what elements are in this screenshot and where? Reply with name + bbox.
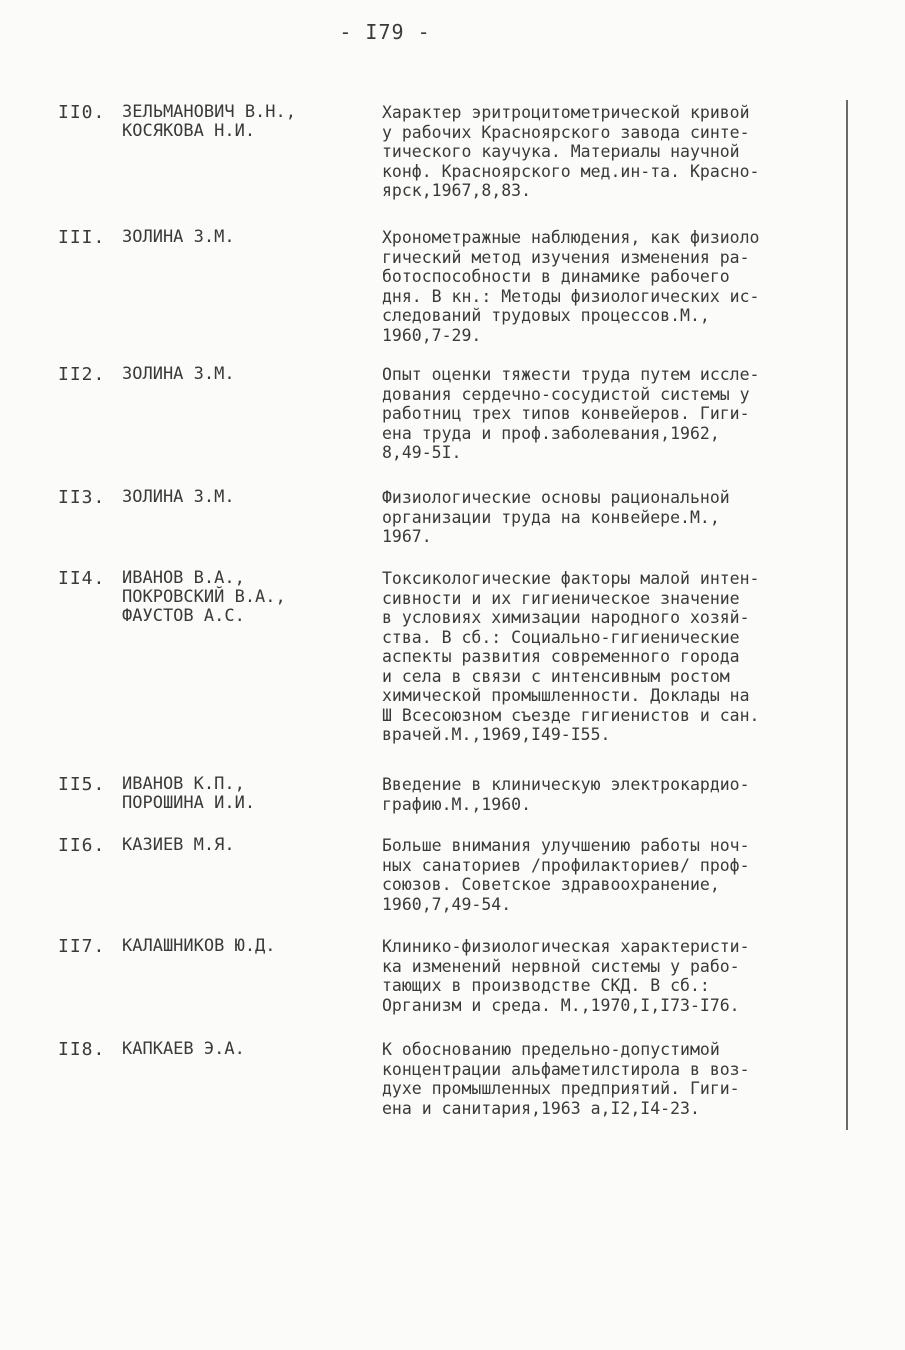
entry-number: II3. xyxy=(58,487,106,508)
author-line: КАПКАЕВ Э.А. xyxy=(122,1039,245,1059)
entry-authors xyxy=(122,1040,362,1059)
entry-citation xyxy=(382,488,852,547)
citation-line: врачей.М.,1969,I49-I55. xyxy=(382,725,611,744)
citation-line: Опыт оценки тяжести труда путем иссле- xyxy=(382,365,760,384)
author-line: ИВАНОВ В.А., xyxy=(122,568,245,588)
citation-line: Хронометражные наблюдения, как физиоло xyxy=(382,228,760,247)
entry-number: II2. xyxy=(58,364,106,385)
citation-line: организации труда на конвейере.М., xyxy=(382,507,720,527)
entry-authors xyxy=(122,488,362,507)
citation-line: 1967. xyxy=(382,527,432,546)
entry-authors xyxy=(122,836,362,855)
entry-citation xyxy=(382,775,852,814)
entry-authors xyxy=(122,569,362,626)
author-line: ФАУСТОВ А.С. xyxy=(122,606,245,626)
author-line: ЗОЛИНА З.М. xyxy=(122,487,235,507)
entry-authors xyxy=(122,103,362,141)
citation-line: конф. Красноярского мед.ин-та. Красно- xyxy=(382,161,760,181)
page-number: - I79 - xyxy=(339,20,431,44)
citation-line: Характер эритроцитометрической кривой xyxy=(382,103,750,122)
citation-line: в условиях химизации народного хозяй- xyxy=(382,608,750,627)
author-line: КАЗИЕВ М.Я. xyxy=(122,835,235,855)
author-line: ЗОЛИНА З.М. xyxy=(122,227,235,247)
citation-line: работниц трех типов конвейеров. Гиги- xyxy=(382,404,750,423)
author-line: ЗЕЛЬМАНОВИЧ В.Н., xyxy=(122,102,296,122)
citation-line: следований трудовых процессов.М., xyxy=(382,306,710,325)
citation-line: ена труда и проф.заболевания,1962, xyxy=(382,423,720,443)
citation-line: 8,49-5I. xyxy=(382,443,462,462)
entry-citation xyxy=(382,937,852,1015)
entry-authors xyxy=(122,228,362,247)
citation-line: Организм и среда. М.,1970,I,I73-I76. xyxy=(382,995,740,1015)
citation-line: дования сердечно-сосудистой системы у xyxy=(382,384,750,404)
entry-number: II0. xyxy=(58,102,106,123)
entry-number: II6. xyxy=(58,835,106,856)
citation-line: графию.М.,1960. xyxy=(382,794,532,814)
entry-authors xyxy=(122,937,362,956)
author-line: ПОКРОВСКИЙ В.А., xyxy=(122,587,286,607)
citation-line: ка изменений нервной системы у рабо- xyxy=(382,956,740,976)
entry-number: II5. xyxy=(58,774,106,795)
citation-line: сивности и их гигиеническое значение xyxy=(382,588,740,608)
citation-line: тающих в производстве СКД. В сб.: xyxy=(382,976,710,995)
author-line: ИВАНОВ К.П., xyxy=(122,774,245,794)
citation-line: ярск,1967,8,83. xyxy=(382,181,532,200)
entry-citation xyxy=(382,836,852,914)
citation-line: Клинико-физиологическая характеристи- xyxy=(382,937,750,956)
entry-citation xyxy=(382,1040,852,1118)
entry-number: III. xyxy=(58,227,106,248)
citation-line: ена и санитария,1963 а,I2,I4-23. xyxy=(382,1098,700,1118)
citation-line: ных санаториев /профилакториев/ проф- xyxy=(382,855,750,875)
citation-line: химической промышленности. Доклады на xyxy=(382,686,750,705)
citation-line: аспекты развития современного города xyxy=(382,647,740,666)
citation-line: дня. В кн.: Методы физиологических ис- xyxy=(382,286,760,306)
citation-line: Физиологические основы рациональной xyxy=(382,488,730,507)
citation-line: концентрации альфаметилстирола в воз- xyxy=(382,1059,750,1079)
author-line: КАЛАШНИКОВ Ю.Д. xyxy=(122,936,276,956)
citation-line: гический метод изучения изменения ра- xyxy=(382,247,750,267)
citation-line: 1960,7-29. xyxy=(382,325,482,345)
citation-line: ботоспособности в динамике рабочего xyxy=(382,267,730,286)
entry-number: II8. xyxy=(58,1039,106,1060)
citation-line: союзов. Советское здравоохранение, xyxy=(382,875,720,894)
author-line: ПОРОШИНА И.И. xyxy=(122,793,256,813)
entry-citation xyxy=(382,228,852,345)
entry-citation xyxy=(382,569,852,745)
entry-citation xyxy=(382,365,852,463)
entry-number: II7. xyxy=(58,936,106,957)
author-line: КОСЯКОВА Н.И. xyxy=(122,121,256,141)
citation-line: Введение в клиническую электрокардио- xyxy=(382,775,750,794)
author-line: ЗОЛИНА З.М. xyxy=(122,364,235,384)
entry-authors xyxy=(122,365,362,384)
citation-line: тического каучука. Материалы научной xyxy=(382,142,740,161)
citation-line: К обоснованию предельно-допустимой xyxy=(382,1040,720,1059)
citation-line: Больше внимания улучшению работы ноч- xyxy=(382,836,750,855)
entry-number: II4. xyxy=(58,568,106,589)
citation-line: Ш Всесоюзном съезде гигиенистов и сан. xyxy=(382,705,760,725)
entry-citation xyxy=(382,103,852,201)
citation-line: Токсикологические факторы малой интен- xyxy=(382,569,760,588)
citation-line: у рабочих Красноярского завода синте- xyxy=(382,122,750,142)
citation-line: 1960,7,49-54. xyxy=(382,894,512,914)
citation-line: ства. В сб.: Социально-гигиенические xyxy=(382,627,740,647)
citation-line: духе промышленных предприятий. Гиги- xyxy=(382,1079,740,1098)
entry-authors xyxy=(122,775,362,813)
citation-line: и села в связи с интенсивным ростом xyxy=(382,666,730,686)
